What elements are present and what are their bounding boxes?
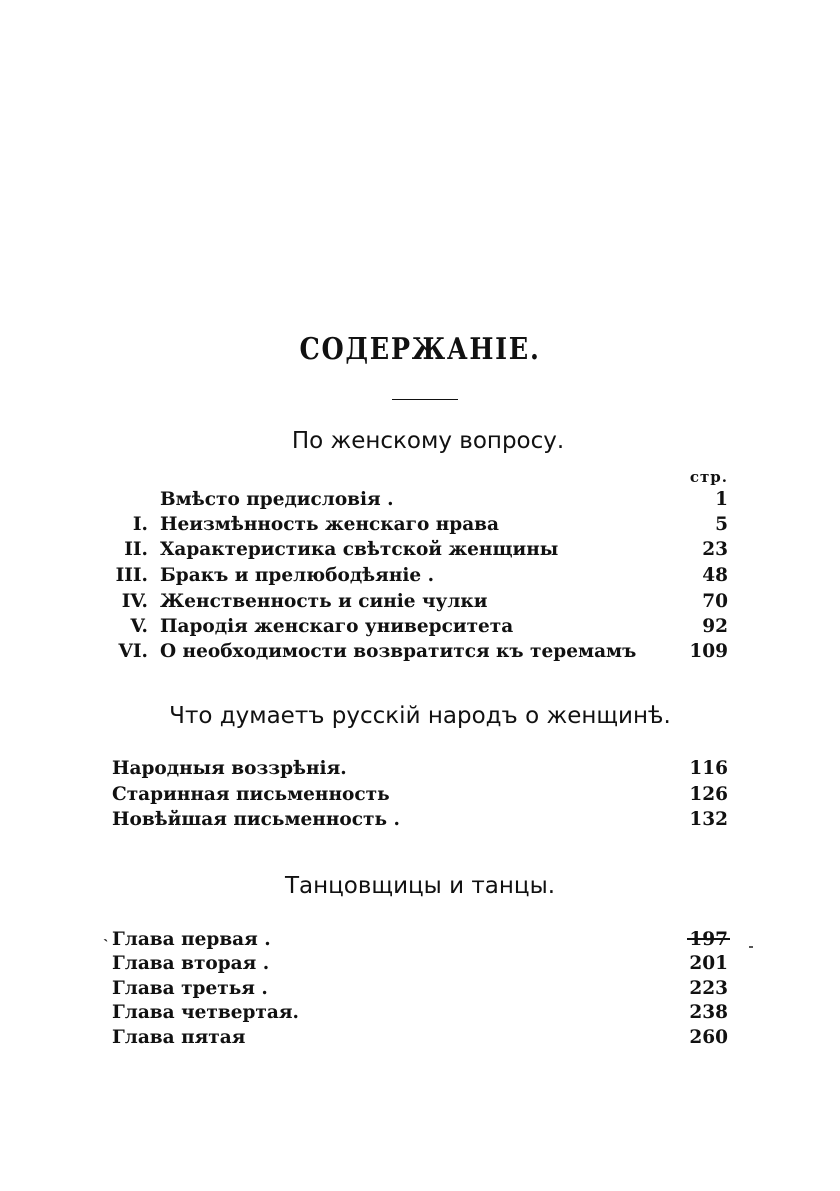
toc-entry-title: Новѣйшая письменность .: [112, 809, 400, 830]
toc-entry-title: Женственность и синіе чулки: [160, 591, 488, 612]
toc-entry-title: Глава третья .: [112, 978, 268, 999]
toc-entry-title: Народныя воззрѣнія.: [112, 758, 347, 779]
toc-entry-number: II.: [124, 539, 148, 560]
ink-mark-icon: ˴: [103, 928, 109, 947]
struck-page-number: 197: [689, 927, 728, 953]
toc-entry: [103, 927, 728, 953]
toc-entry-page: 132: [689, 809, 728, 830]
toc-entry-page: 116: [689, 758, 728, 779]
toc-entry: [112, 639, 728, 665]
toc-entry: [112, 589, 728, 615]
ink-speck: [749, 946, 753, 948]
toc-entry-page: 223: [689, 978, 728, 999]
toc-entry-title: Глава первая .: [112, 929, 271, 950]
toc-entry: [112, 756, 728, 782]
toc-entry-page: 70: [702, 591, 728, 612]
toc-entry: [112, 951, 728, 977]
toc-entry-number: I.: [132, 514, 148, 535]
toc-entry: [112, 1025, 728, 1051]
toc-entry-title: Вмѣсто предисловія .: [160, 489, 394, 510]
section-heading-women-question: По женскому вопросу.: [291, 428, 565, 454]
toc-entry: [112, 782, 728, 808]
toc-entry-page: 238: [689, 1002, 728, 1023]
toc-entry-page: 48: [702, 565, 728, 586]
toc-entry: [112, 537, 728, 563]
toc-entry-page: 5: [715, 514, 728, 535]
toc-entry-title: О необходимости возвратится къ теремамъ: [160, 641, 637, 662]
toc-entry-title: Бракъ и прелюбодѣяніе .: [160, 565, 435, 586]
toc-entry-title: Характеристика свѣтской женщины: [160, 539, 559, 560]
toc-entry-title: Старинная письменность: [112, 784, 390, 805]
toc-entry-page: 260: [689, 1027, 728, 1048]
page-title: СОДЕРЖАНІЕ.: [299, 332, 541, 367]
toc-entry-number: VI.: [118, 641, 148, 662]
toc-entry: [112, 487, 728, 513]
toc-entry: [112, 512, 728, 538]
toc-entry-page: 23: [702, 539, 728, 560]
toc-entry: [112, 976, 728, 1002]
toc-entry-page: 92: [702, 616, 728, 637]
toc-entry-page: 109: [689, 641, 728, 662]
toc-entry-title: Глава вторая .: [112, 953, 270, 974]
toc-entry-page: 201: [689, 953, 728, 974]
title-divider: [392, 399, 458, 400]
toc-entry-title: Пародія женскаго университета: [160, 616, 514, 637]
toc-entry-number: IV.: [121, 591, 148, 612]
toc-entry: [112, 614, 728, 640]
toc-entry-title: Неизмѣнность женскаго нрава: [160, 514, 500, 535]
section-heading-russian-people: Что думаетъ русскій народъ о женщинѣ.: [169, 703, 671, 729]
page-column-label: стр.: [689, 468, 728, 486]
toc-entry: [112, 807, 728, 833]
toc-entry-title: Глава четвертая.: [112, 1002, 299, 1023]
toc-entry-page: 126: [689, 784, 728, 805]
toc-entry: [112, 1000, 728, 1026]
toc-entry: [112, 563, 728, 589]
toc-entry-number: V.: [130, 616, 148, 637]
toc-entry-page: [689, 927, 728, 953]
toc-entry-page: 1: [715, 489, 728, 510]
toc-entry-number: III.: [115, 565, 148, 586]
section-heading-dancers: Танцовщицы и танцы.: [284, 873, 556, 899]
toc-entry-title: Глава пятая: [112, 1027, 246, 1048]
